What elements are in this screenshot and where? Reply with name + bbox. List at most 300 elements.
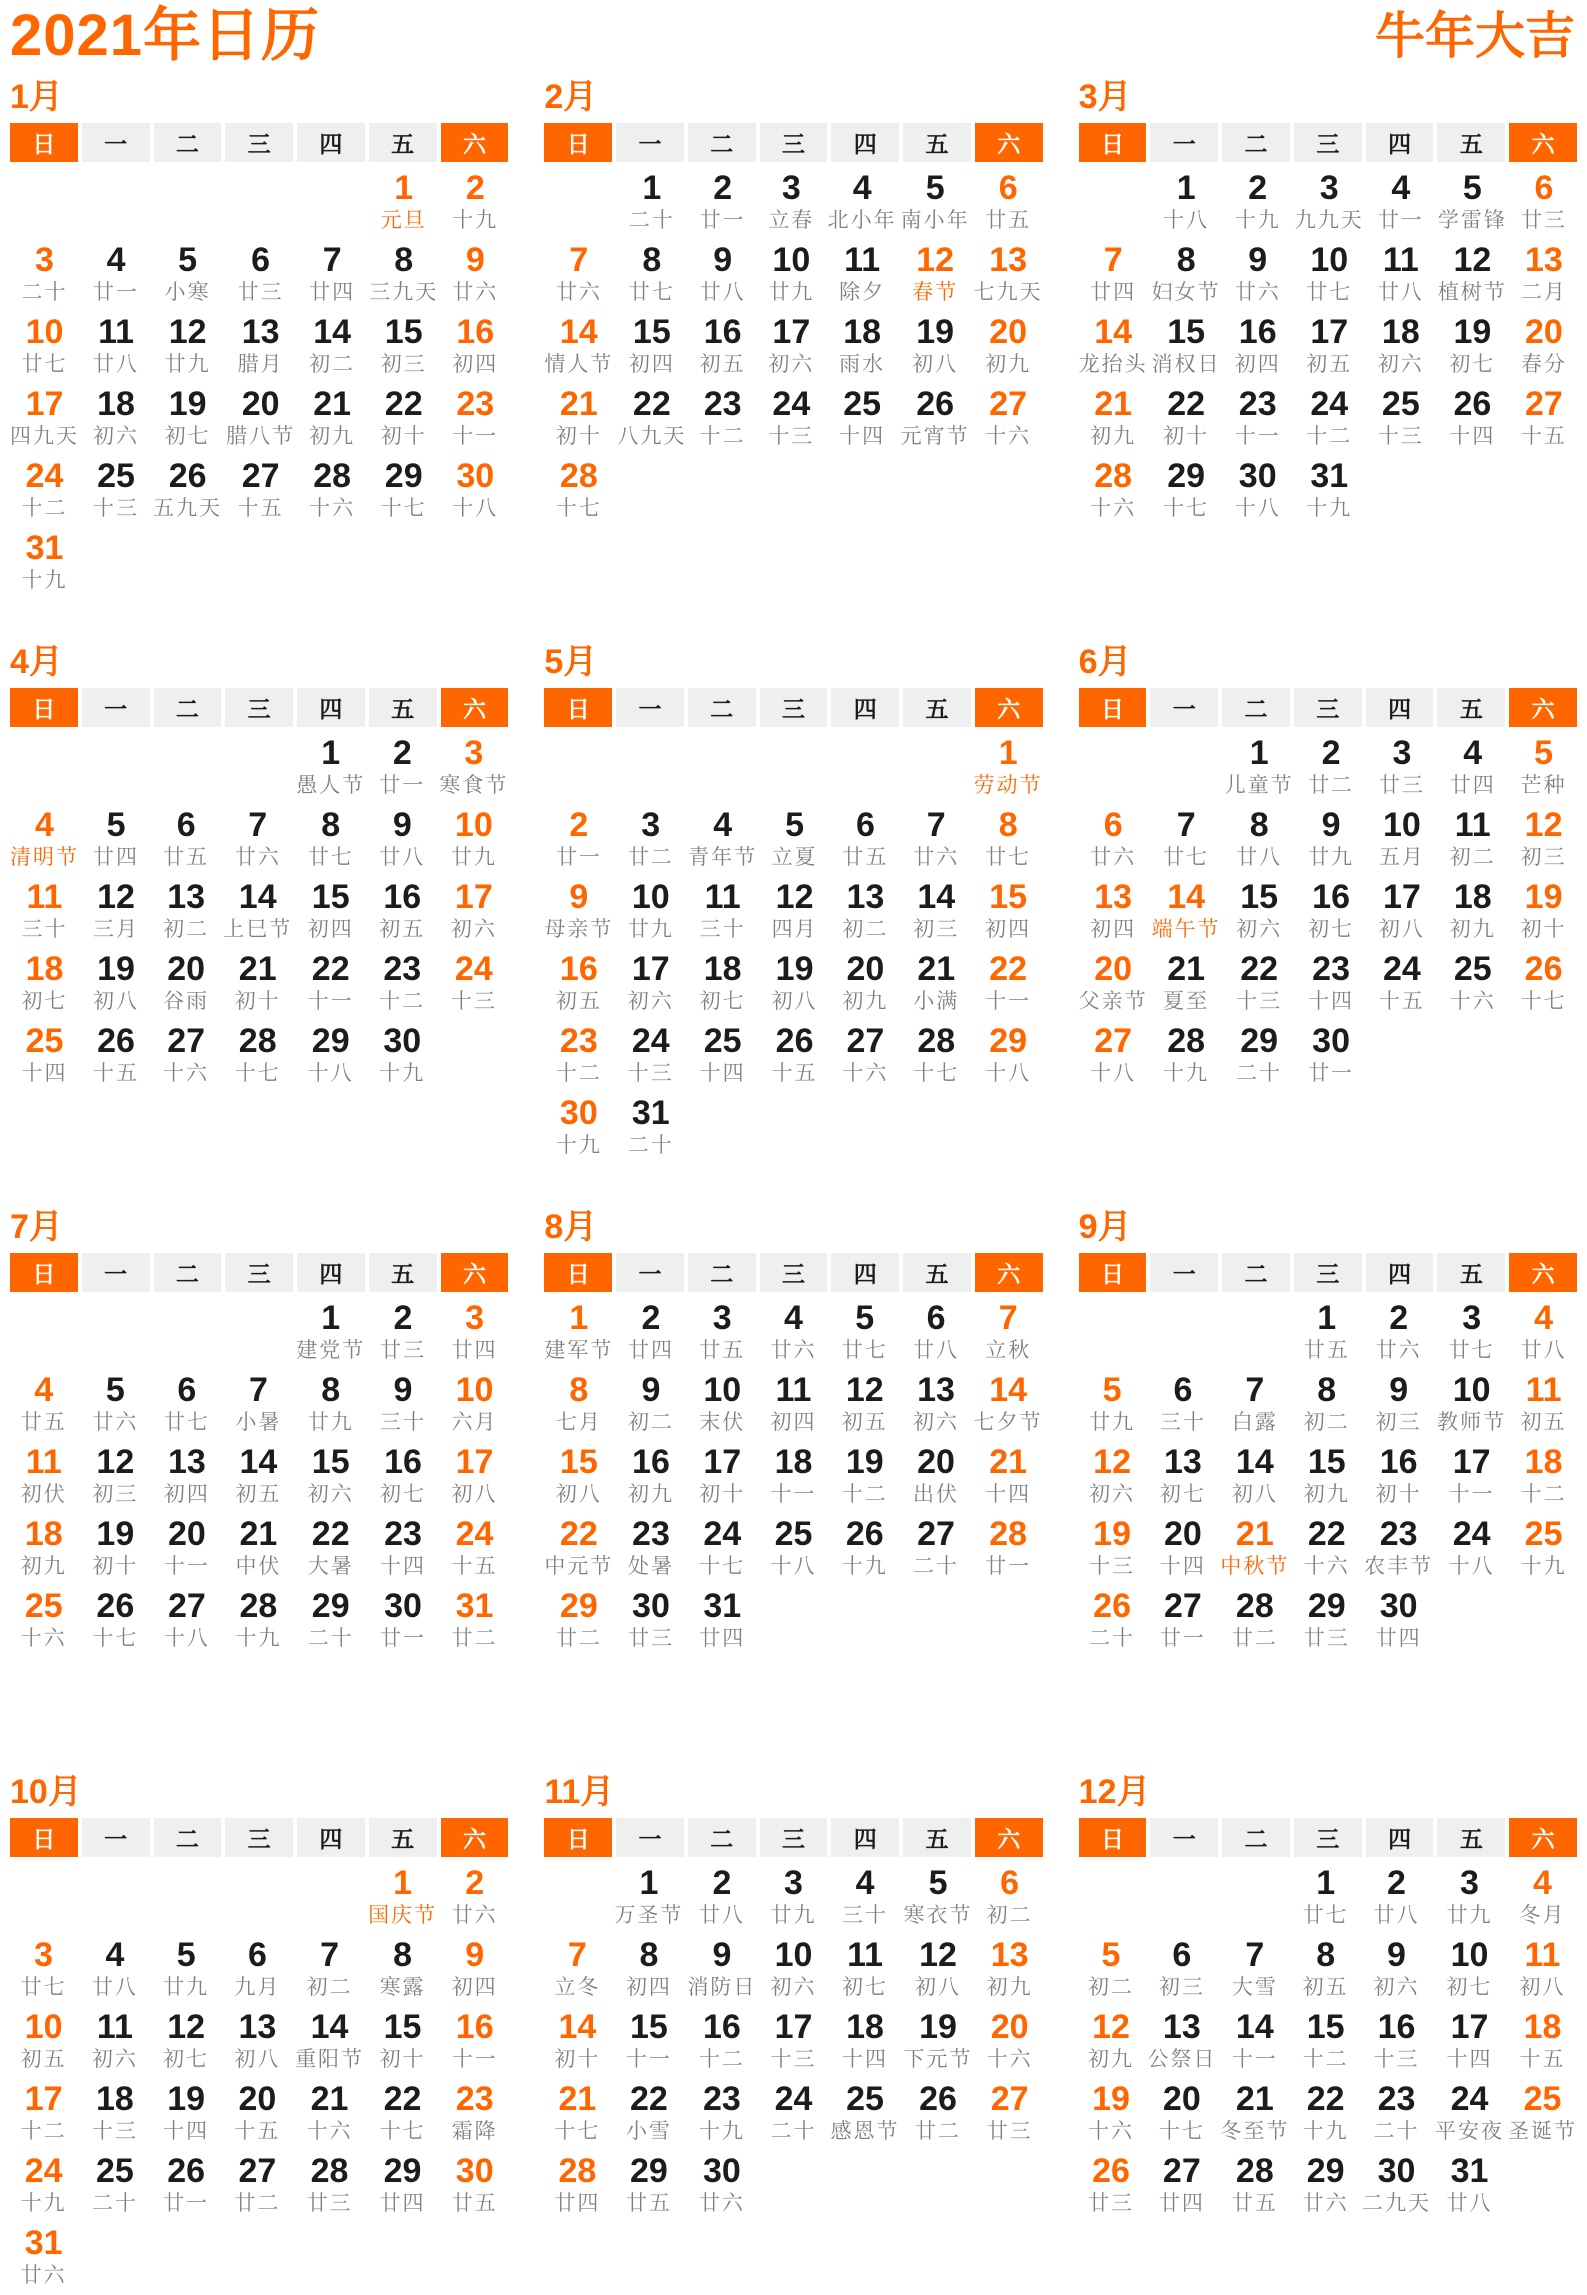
day-number: 4: [1534, 1299, 1554, 1337]
day-number: 14: [313, 313, 352, 351]
lunar-label: 廿四: [309, 281, 356, 304]
weekday-header-row: [10, 1818, 508, 1857]
month-3-day-24: [1295, 384, 1364, 456]
lunar-label: 初四: [1234, 353, 1281, 376]
lunar-label: 廿七: [20, 1976, 67, 1999]
weekday-header-1: 一: [82, 688, 150, 727]
month-2-day-23: [690, 384, 755, 456]
lunar-label: 端午节: [1151, 918, 1221, 941]
month-10-day-11: [81, 2007, 148, 2079]
day-number: 27: [1162, 2152, 1201, 2190]
month-7-day-22: [296, 1514, 365, 1586]
weekday-header-2: 二: [154, 1253, 222, 1292]
day-number: 1: [998, 734, 1018, 772]
month-8-day-1: [544, 1298, 613, 1370]
lunar-label: 十七: [380, 497, 427, 520]
month-4-day-2: [369, 733, 435, 805]
month-title: 8月: [544, 1208, 598, 1246]
month-6-day-5: [1510, 733, 1577, 805]
month-1-day-18: [83, 384, 149, 456]
month-5-day-26: [761, 1021, 828, 1093]
day-number: 19: [1524, 878, 1563, 916]
day-number: 26: [775, 1022, 814, 1060]
day-grid: [10, 168, 508, 600]
day-number: 15: [989, 878, 1028, 916]
day-number: 15: [311, 1443, 350, 1481]
day-number: 24: [25, 457, 64, 495]
weekday-header-5: 五: [1437, 1253, 1505, 1292]
day-number: 1: [1316, 1864, 1336, 1902]
weekday-header-0: 日: [10, 123, 78, 162]
month-4-day-28: [223, 1021, 292, 1093]
month-1: [10, 80, 508, 600]
day-number: 29: [383, 2152, 422, 2190]
day-number: 15: [1307, 1443, 1346, 1481]
lunar-label: 十五: [93, 1062, 140, 1085]
day-number: 30: [1312, 1022, 1350, 1060]
lunar-label: 十七: [1520, 990, 1567, 1013]
day-number: 1: [1249, 734, 1269, 772]
month-10-day-2: [441, 1863, 508, 1935]
month-4-day-8: [296, 805, 365, 877]
day-number: 26: [167, 2152, 206, 2190]
lunar-label: 二十: [1373, 2120, 1420, 2143]
day-number: 23: [455, 2080, 494, 2118]
lunar-label: 二十: [1089, 1627, 1136, 1650]
month-1-day-19: [153, 384, 222, 456]
day-number: 3: [784, 1864, 803, 1902]
day-number: 8: [1249, 806, 1269, 844]
day-number: 2: [569, 806, 589, 844]
month-5-day-24: [617, 1021, 684, 1093]
day-number: 5: [925, 169, 945, 207]
day-number: 14: [310, 2008, 349, 2046]
day-number: 5: [105, 1371, 125, 1409]
day-number: 17: [25, 385, 64, 423]
month-9-day-20: [1149, 1514, 1216, 1586]
day-number: 10: [1452, 1371, 1491, 1409]
month-8-day-18: [760, 1442, 827, 1514]
lunar-label: 初三: [1520, 846, 1567, 869]
lunar-label: 七月: [555, 1411, 602, 1434]
lunar-label: 初六: [627, 990, 674, 1013]
page-subtitle: 牛年大吉: [1375, 8, 1575, 64]
lunar-label: 初二: [842, 918, 889, 941]
lunar-label: 大雪: [1231, 1976, 1278, 1999]
day-number: 7: [998, 1299, 1018, 1337]
day-number: 29: [1307, 1587, 1346, 1625]
lunar-label: 十九: [1302, 2120, 1349, 2143]
month-2-day-24: [759, 384, 824, 456]
day-number: 22: [383, 2080, 422, 2118]
lunar-label: 初七: [163, 2048, 210, 2071]
month-12-day-27: [1147, 2151, 1216, 2223]
lunar-label: 初四: [452, 353, 499, 376]
month-11-day-29: [614, 2151, 683, 2223]
lunar-label: 建军节: [544, 1339, 614, 1362]
day-number: 9: [465, 1936, 485, 1974]
month-7-day-17: [441, 1442, 509, 1514]
day-number: 12: [1092, 2008, 1130, 2046]
day-number: 31: [25, 529, 64, 567]
day-number: 11: [704, 878, 741, 916]
lunar-label: 廿二: [915, 2120, 962, 2143]
lunar-label: 廿三: [379, 1339, 426, 1362]
day-number: 23: [1379, 1515, 1418, 1553]
month-4-day-19: [83, 949, 149, 1021]
day-number: 14: [1235, 1443, 1274, 1481]
day-number: 22: [311, 1515, 350, 1553]
month-7-day-25: [10, 1586, 78, 1658]
month-9-day-15: [1293, 1442, 1360, 1514]
lunar-label: 十八: [1090, 1062, 1137, 1085]
day-number: 27: [167, 1587, 206, 1625]
lunar-label: 初六: [1236, 918, 1283, 941]
lunar-label: 十八: [1163, 209, 1210, 232]
day-number: 6: [176, 806, 196, 844]
month-11-day-30: [687, 2151, 756, 2223]
day-number: 20: [917, 1443, 955, 1481]
day-number: 19: [1453, 313, 1492, 351]
lunar-label: 十六: [842, 1062, 889, 1085]
day-number: 3: [1319, 169, 1339, 207]
day-number: 1: [1317, 1299, 1337, 1337]
day-number: 21: [1235, 2080, 1274, 2118]
month-5-day-18: [688, 949, 757, 1021]
day-number: 24: [1310, 385, 1349, 423]
lunar-label: 廿六: [452, 281, 499, 304]
month-2-day-27: [974, 384, 1043, 456]
month-2-day-17: [759, 312, 824, 384]
month-6-day-9: [1298, 805, 1365, 877]
lunar-label: 十六: [1449, 990, 1496, 1013]
day-number: 20: [1162, 2080, 1201, 2118]
lunar-label: 十一: [1448, 1483, 1495, 1506]
day-number: 29: [311, 1022, 350, 1060]
month-10-day-22: [368, 2079, 437, 2151]
month-12-day-9: [1362, 1935, 1431, 2007]
day-number: 23: [1312, 950, 1350, 988]
month-7-day-20: [153, 1514, 221, 1586]
day-number: 31: [455, 1587, 494, 1625]
day-number: 20: [990, 2008, 1029, 2046]
month-9-day-11: [1510, 1370, 1577, 1442]
month-2-day-5: [901, 168, 970, 240]
month-10-day-27: [224, 2151, 291, 2223]
day-number: 4: [1533, 1864, 1552, 1902]
month-9-day-26: [1079, 1586, 1146, 1658]
day-number: 12: [1453, 241, 1492, 279]
day-number: 10: [24, 2008, 63, 2046]
weekday-header-0: 日: [544, 123, 612, 162]
day-number: 7: [1245, 1371, 1265, 1409]
month-3-day-27: [1511, 384, 1577, 456]
day-number: 28: [1235, 1587, 1274, 1625]
month-10-day-18: [81, 2079, 148, 2151]
month-1-day-28: [299, 456, 365, 528]
month-6-day-17: [1368, 877, 1435, 949]
weekday-header-row: [1079, 1253, 1577, 1292]
month-12-day-1: [1293, 1863, 1358, 1935]
lunar-label: 小满: [913, 990, 960, 1013]
lunar-label: 中秋节: [1220, 1555, 1290, 1578]
month-8-day-22: [544, 1514, 613, 1586]
lunar-label: 十一: [452, 425, 499, 448]
day-number: 3: [1460, 1864, 1479, 1902]
month-11-day-10: [760, 1935, 826, 2007]
day-number: 12: [96, 1443, 135, 1481]
weekday-header-4: 四: [1366, 123, 1434, 162]
month-2-day-8: [617, 240, 686, 312]
lunar-label: 廿九: [1308, 846, 1355, 869]
lunar-label: 儿童节: [1224, 774, 1294, 797]
month-4-day-22: [296, 949, 365, 1021]
day-number: 29: [559, 1587, 598, 1625]
month-3-day-12: [1438, 240, 1507, 312]
lunar-label: 初六: [1377, 353, 1424, 376]
day-number: 7: [248, 806, 268, 844]
day-number: 9: [641, 1371, 661, 1409]
lunar-label: 廿六: [1375, 1339, 1422, 1362]
month-11-day-27: [977, 2079, 1043, 2151]
month-12-day-30: [1362, 2151, 1431, 2223]
month-9-day-16: [1364, 1442, 1433, 1514]
day-number: 26: [1092, 2152, 1130, 2190]
lunar-label: 廿六: [1234, 281, 1281, 304]
month-5-day-25: [688, 1021, 757, 1093]
month-12-day-21: [1220, 2079, 1289, 2151]
lunar-label: 廿五: [163, 846, 210, 869]
lunar-label: 初三: [92, 1483, 139, 1506]
day-number: 2: [641, 1299, 661, 1337]
lunar-label: 十五: [1520, 425, 1567, 448]
lunar-label: 十三: [770, 2048, 817, 2071]
day-number: 29: [1167, 457, 1206, 495]
month-4-day-14: [223, 877, 292, 949]
day-number: 23: [632, 1515, 670, 1553]
day-number: 3: [1392, 734, 1412, 772]
day-number: 4: [1463, 734, 1483, 772]
day-number: 28: [310, 2152, 349, 2190]
month-10-day-24: [10, 2151, 77, 2223]
weekday-header-2: 二: [1222, 123, 1290, 162]
month-2-day-11: [828, 240, 897, 312]
day-number: 22: [1307, 1515, 1346, 1553]
weekday-header-6: 六: [441, 688, 509, 727]
month-3-day-17: [1295, 312, 1364, 384]
day-number: 23: [1238, 385, 1277, 423]
month-11-day-26: [904, 2079, 973, 2151]
day-number: 10: [703, 1371, 742, 1409]
month-5-day-15: [974, 877, 1043, 949]
lunar-label: 初九: [986, 1976, 1033, 1999]
weekday-header-6: 六: [975, 688, 1043, 727]
lunar-label: 廿一: [1159, 1627, 1206, 1650]
day-number: 13: [167, 1443, 206, 1481]
month-11-day-4: [831, 1863, 900, 1935]
day-number: 11: [98, 313, 135, 351]
weekday-header-6: 六: [441, 1818, 509, 1857]
month-4-day-3: [439, 733, 508, 805]
lunar-label: 圣诞节: [1508, 2120, 1577, 2143]
month-3-day-21: [1079, 384, 1148, 456]
lunar-label: 初二: [163, 918, 210, 941]
weekday-header-2: 二: [688, 1253, 756, 1292]
day-number: 18: [25, 950, 64, 988]
page-title: 2021年日历: [10, 3, 321, 68]
day-number: 17: [703, 1443, 742, 1481]
month-9-day-10: [1437, 1370, 1506, 1442]
month-7-day-2: [369, 1298, 437, 1370]
weekday-header-1: 一: [1150, 123, 1218, 162]
lunar-label: 十二: [1520, 1483, 1567, 1506]
lunar-label: 廿八: [93, 353, 140, 376]
day-number: 12: [168, 313, 207, 351]
lunar-label: 小寒: [164, 281, 211, 304]
month-12-day-2: [1362, 1863, 1431, 1935]
month-3-day-31: [1295, 456, 1364, 528]
month-5-day-21: [903, 949, 970, 1021]
month-3-day-14: [1079, 312, 1148, 384]
day-number: 8: [998, 806, 1018, 844]
day-number: 17: [1382, 878, 1421, 916]
day-grid: [544, 1863, 1042, 2223]
month-11-day-24: [760, 2079, 826, 2151]
month-8-day-23: [617, 1514, 684, 1586]
lunar-label: 农丰节: [1364, 1555, 1434, 1578]
month-6-day-28: [1152, 1021, 1221, 1093]
lunar-label: 初四: [628, 353, 675, 376]
day-number: 11: [96, 2008, 133, 2046]
lunar-label: 龙抬头: [1078, 353, 1148, 376]
month-2-day-26: [901, 384, 970, 456]
month-10-day-25: [81, 2151, 148, 2223]
lunar-label: 十九: [841, 1555, 888, 1578]
month-11-day-16: [687, 2007, 756, 2079]
month-10-day-15: [368, 2007, 437, 2079]
lunar-label: 消权日: [1151, 353, 1221, 376]
lunar-label: 初三: [1158, 1976, 1205, 1999]
weekday-header-row: [10, 1253, 508, 1292]
weekday-header-2: 二: [1222, 688, 1290, 727]
lunar-label: 寒食节: [439, 774, 509, 797]
lunar-label: 立秋: [985, 1339, 1032, 1362]
month-9-day-23: [1364, 1514, 1433, 1586]
month-11-day-15: [614, 2007, 683, 2079]
day-number: 25: [1381, 385, 1420, 423]
day-number: 6: [855, 806, 875, 844]
month-3-day-19: [1438, 312, 1507, 384]
month-12-day-15: [1293, 2007, 1358, 2079]
lunar-label: 十三: [627, 1062, 674, 1085]
lunar-label: 十四: [1159, 1555, 1206, 1578]
day-number: 10: [25, 313, 64, 351]
day-number: 28: [989, 1515, 1028, 1553]
lunar-label: 立夏: [771, 846, 818, 869]
day-number: 5: [1102, 1371, 1122, 1409]
weekday-header-4: 四: [831, 1818, 899, 1857]
day-number: 6: [1103, 806, 1123, 844]
day-number: 24: [455, 1515, 494, 1553]
lunar-label: 初九: [1449, 918, 1496, 941]
lunar-label: 公祭日: [1147, 2048, 1217, 2071]
month-12-day-10: [1435, 1935, 1504, 2007]
lunar-label: 芒种: [1520, 774, 1567, 797]
month-5-day-10: [617, 877, 684, 949]
weekday-header-5: 五: [903, 688, 971, 727]
day-number: 14: [239, 1443, 278, 1481]
lunar-label: 十七: [1163, 497, 1210, 520]
day-number: 9: [1248, 241, 1268, 279]
lunar-label: 四九天: [10, 425, 79, 448]
month-5-day-28: [903, 1021, 970, 1093]
month-5-day-22: [974, 949, 1043, 1021]
month-1-day-4: [83, 240, 149, 312]
lunar-label: 教师节: [1437, 1411, 1507, 1434]
day-grid: [1079, 1863, 1577, 2223]
day-number: 23: [384, 1515, 422, 1553]
lunar-label: 廿四: [1375, 1627, 1422, 1650]
day-number: 17: [1450, 2008, 1489, 2046]
lunar-label: 初十: [92, 1555, 139, 1578]
day-number: 1: [639, 1864, 659, 1902]
month-12-day-17: [1435, 2007, 1504, 2079]
lunar-label: 初四: [770, 1411, 817, 1434]
month-7-day-23: [369, 1514, 437, 1586]
month-7-day-24: [441, 1514, 509, 1586]
month-9-day-30: [1364, 1586, 1433, 1658]
lunar-label: 二十: [627, 1134, 674, 1157]
day-number: 14: [989, 1371, 1028, 1409]
lunar-label: 廿三: [237, 281, 284, 304]
lunar-label: 初五: [1306, 353, 1353, 376]
weekday-header-3: 三: [760, 1253, 828, 1292]
lunar-label: 小雪: [625, 2120, 672, 2143]
month-5-day-14: [903, 877, 970, 949]
lunar-label: 十七: [234, 1062, 281, 1085]
month-11-day-7: [544, 1935, 610, 2007]
lunar-label: 十九: [1234, 209, 1281, 232]
day-number: 31: [631, 1094, 670, 1132]
month-12-day-26: [1079, 2151, 1144, 2223]
lunar-label: 廿三: [1303, 1627, 1350, 1650]
weekday-header-1: 一: [82, 1818, 150, 1857]
lunar-label: 廿五: [1303, 1339, 1350, 1362]
month-6-day-4: [1439, 733, 1506, 805]
month-title: 5月: [544, 643, 598, 681]
day-number: 12: [97, 878, 135, 916]
month-12-day-4: [1508, 1863, 1577, 1935]
lunar-label: 十四: [21, 1062, 68, 1085]
month-9-day-6: [1149, 1370, 1216, 1442]
lunar-label: 三十: [21, 918, 68, 941]
day-number: 7: [567, 1936, 587, 1974]
month-2-day-10: [759, 240, 824, 312]
month-7-day-16: [369, 1442, 437, 1514]
lunar-label: 廿九: [163, 1976, 210, 1999]
lunar-label: 建党节: [296, 1339, 366, 1362]
weekday-header-5: 五: [1437, 123, 1505, 162]
month-7-day-30: [369, 1586, 437, 1658]
lunar-label: 植树节: [1437, 281, 1507, 304]
day-number: 21: [238, 950, 277, 988]
month-7-day-11: [10, 1442, 78, 1514]
month-1-day-22: [369, 384, 438, 456]
lunar-label: 初九: [985, 353, 1032, 376]
month-10-day-28: [295, 2151, 364, 2223]
lunar-label: 十四: [1446, 2048, 1493, 2071]
day-number: 18: [1381, 313, 1420, 351]
